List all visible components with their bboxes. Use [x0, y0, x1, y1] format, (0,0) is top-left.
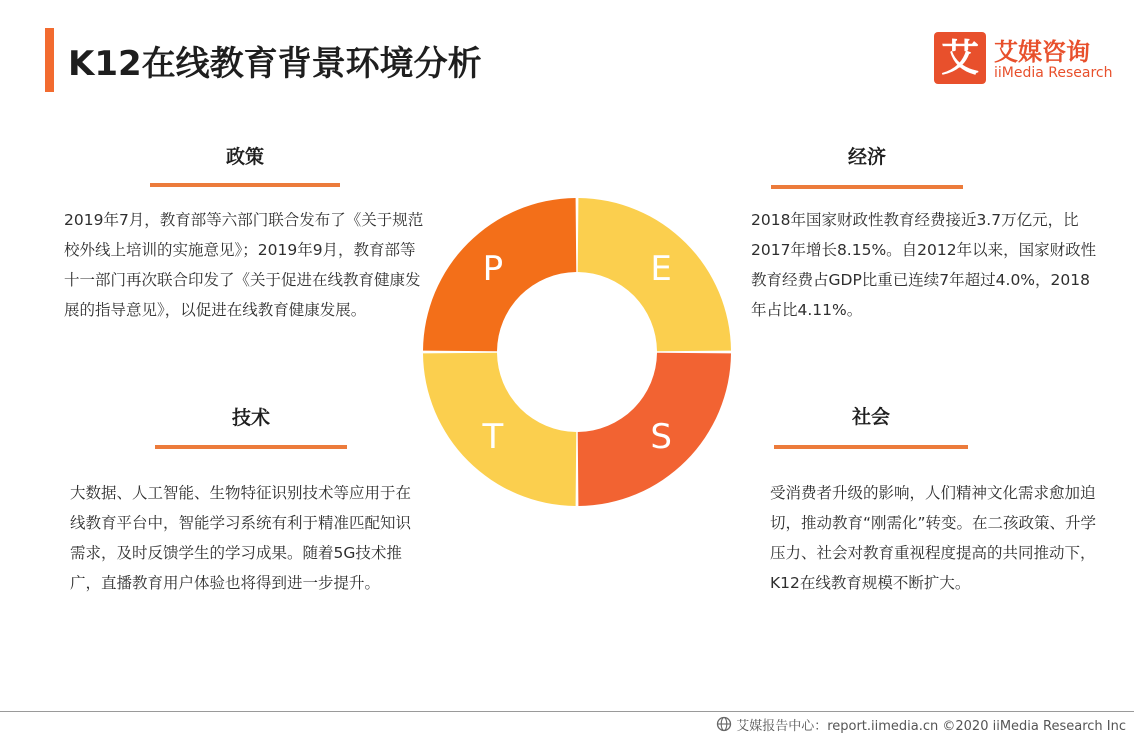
society-heading: 社会 — [851, 406, 890, 428]
technology-heading: 技术 — [231, 407, 270, 429]
pest-letter-t: T — [482, 417, 504, 458]
society-text: 受消费者升级的影响，人们精神文化需求愈加迫切，推动教育“刚需化”转变。在二孩政策、升学压力、社会对教育重视程度提高的共同推动下，K12在线教育规模不断扩大。 — [770, 484, 1097, 592]
pest-ring — [421, 196, 733, 508]
logo-name-cn: 艾媒咨询 — [994, 38, 1090, 66]
footer-text: 艾媒报告中心：report.iimedia.cn ©2020 iiMedia Research Inc — [736, 718, 1126, 734]
page-title: K12在线教育背景环境分析 — [68, 44, 482, 84]
economy-underline — [771, 185, 963, 189]
policy-heading: 政策 — [225, 146, 264, 168]
pest-letter-s: S — [650, 417, 672, 458]
policy-underline — [150, 183, 340, 187]
logo-glyph: 艾 — [940, 36, 979, 80]
economy-text: 2018年国家财政性教育经费接近3.7万亿元，比2017年增长8.15%。自2012年以来，国家财政性教育经费占GDP比重已连续7年超过4.0%，2018年占比4.11%。 — [751, 211, 1097, 319]
society-underline — [774, 445, 968, 449]
logo-name-en: iiMedia Research — [994, 65, 1113, 81]
economy-heading: 经济 — [847, 146, 886, 168]
globe-icon — [716, 716, 732, 732]
policy-text: 2019年7月，教育部等六部门联合发布了《关于规范校外线上培训的实施意见》；2019年9月，教育部等十一部门再次联合印发了《关于促进在线教育健康发展的指导意见》，以促进在线教育健康发展。 — [64, 211, 424, 319]
technology-text: 大数据、人工智能、生物特征识别技术等应用于在线教育平台中，智能学习系统有利于精准匹配知识需求，及时反馈学生的学习成果。随着5G技术推广，直播教育用户体验也将得到进一步提升。 — [70, 484, 412, 592]
brand-logo — [934, 32, 1124, 88]
footer — [716, 713, 1126, 735]
title-accent-bar — [45, 28, 54, 92]
footer-divider — [0, 711, 1134, 712]
pest-letter-e: E — [650, 248, 672, 289]
technology-underline — [155, 445, 347, 449]
pest-letter-p: P — [482, 248, 504, 289]
